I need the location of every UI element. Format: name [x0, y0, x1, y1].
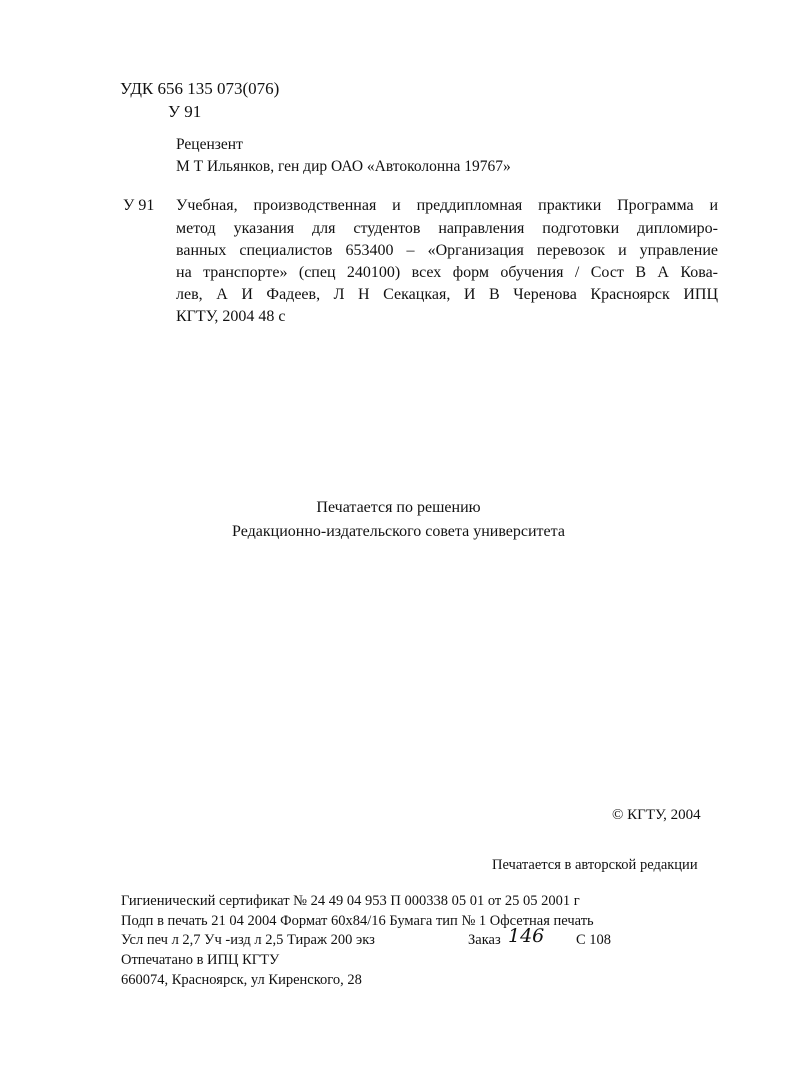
- order-label: Заказ: [468, 932, 501, 948]
- hygiene-certificate: Гигиенический сертификат № 24 49 04 953 П 000338 05 01 от 25 05 2001 г: [121, 893, 580, 909]
- bibliography-line: Учебная, производственная и преддипломная практики Программа и: [176, 197, 718, 214]
- print-sheets: Усл печ л 2,7 Уч -изд л 2,5 Тираж 200 экз: [121, 932, 375, 948]
- library-index: У 91: [168, 102, 202, 121]
- bibliography-line: на транспорте» (спец 240100) всех форм обучения / Сост В А Кова-: [176, 264, 718, 281]
- printer-address: 660074, Красноярск, ул Киренского, 28: [121, 972, 362, 988]
- bibliography-line: лев, А И Фадеев, Л Н Секацкая, И В Черенова Красноярск ИПЦ: [176, 286, 718, 303]
- edition-note: Печатается в авторской редакции: [492, 857, 698, 873]
- bibliography-line: ванных специалистов 653400 – «Организация перевозок и управление: [176, 242, 718, 259]
- reviewer-name: М Т Ильянков, ген дир ОАО «Автоколонна 19767»: [176, 158, 511, 175]
- approval-line-2: Редакционно-издательского совета университета: [232, 523, 565, 540]
- print-code: С 108: [576, 932, 612, 948]
- order-number-handwritten: 146: [508, 925, 545, 947]
- bibliography-index: У 91: [123, 197, 155, 214]
- bibliography-line: метод указания для студентов направления подготовки дипломиро-: [176, 220, 718, 237]
- approval-line-1: Печатается по решению: [316, 499, 481, 516]
- printed-at: Отпечатано в ИПЦ КГТУ: [121, 952, 280, 968]
- copyright: © КГТУ, 2004: [612, 807, 701, 823]
- udk-code: УДК 656 135 073(076): [120, 79, 280, 98]
- bibliography-line: КГТУ, 2004 48 с: [176, 308, 286, 325]
- print-signing: Подп в печать 21 04 2004 Формат 60х84/16 Бумага тип № 1 Офсетная печать: [121, 913, 594, 929]
- reviewer-label: Рецензент: [176, 136, 243, 153]
